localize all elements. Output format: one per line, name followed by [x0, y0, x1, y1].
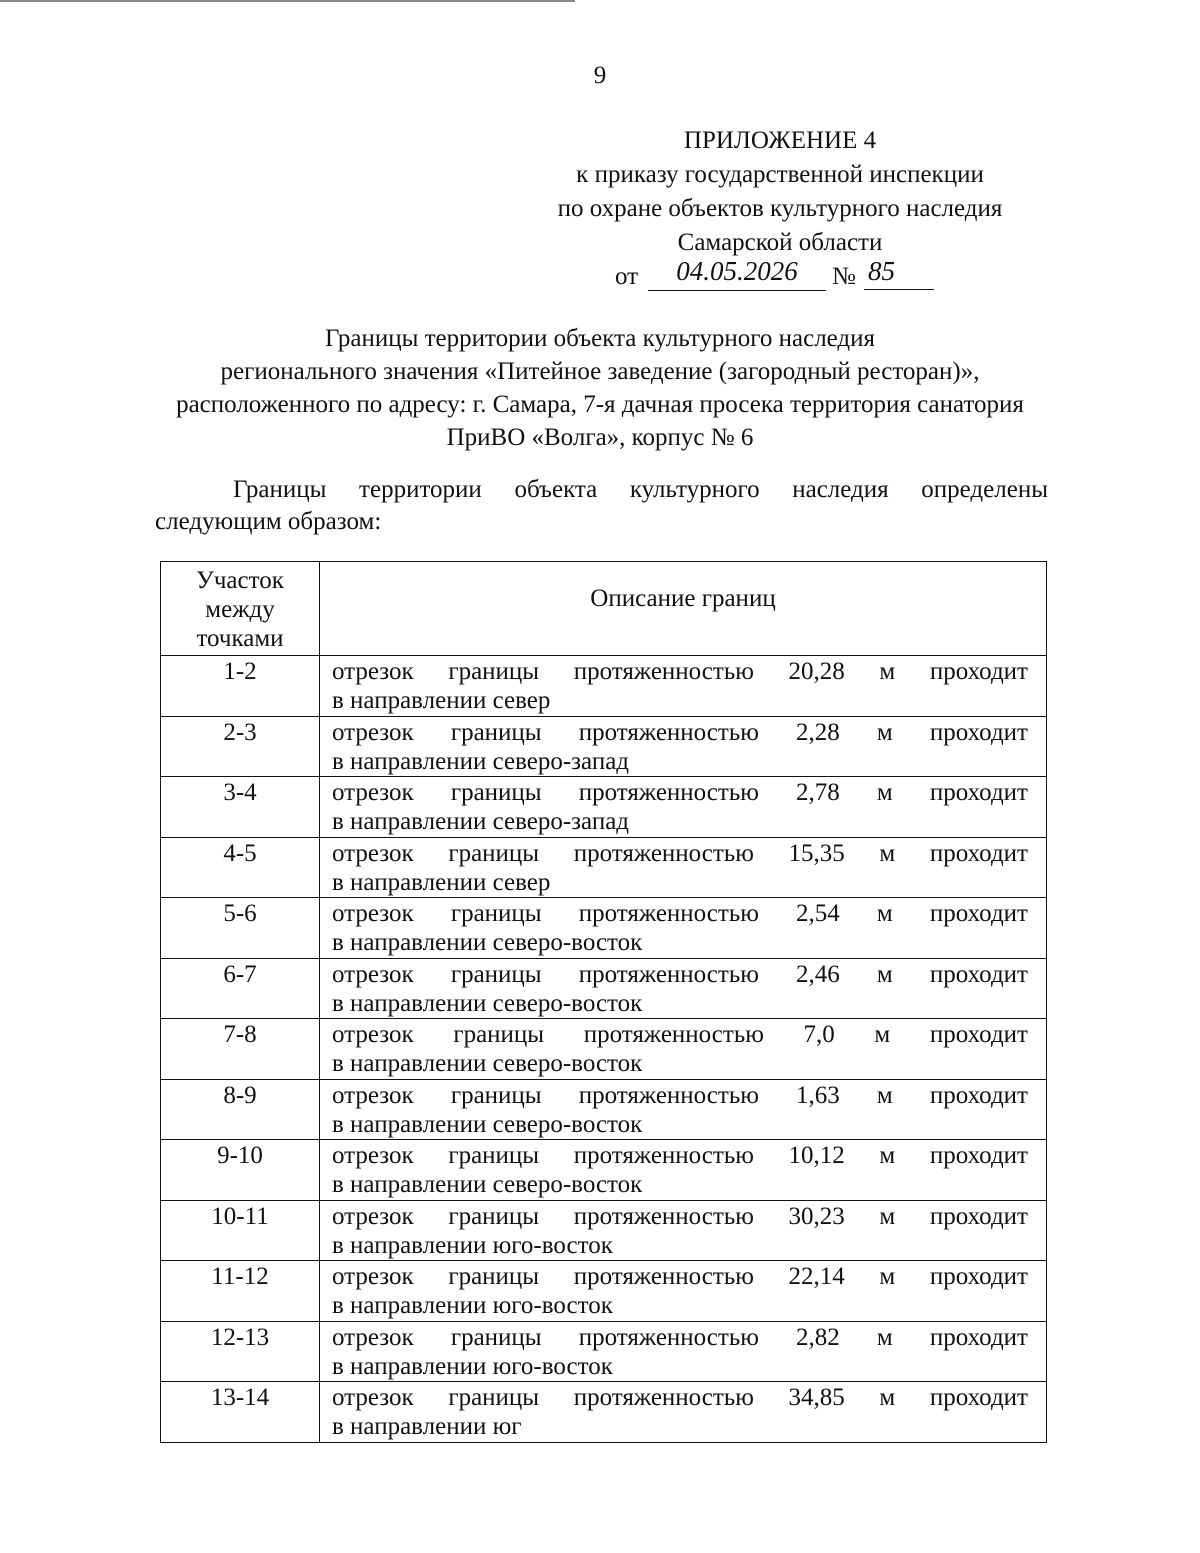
desc-word: проходит — [929, 779, 1028, 806]
title-line: Границы территории объекта культурного наследия — [324, 325, 876, 352]
document-title — [120, 322, 1080, 454]
scan-edge-line — [0, 0, 575, 2]
length-value: 2,82 — [796, 1323, 840, 1351]
intro-line: Границы территории объекта культурного наследия определены — [233, 476, 1048, 503]
desc-word: границы — [450, 960, 542, 988]
table-row — [161, 837, 1047, 898]
length-value: 10,12 — [788, 1142, 845, 1169]
length-value: 20,28 — [788, 658, 845, 685]
description-line — [332, 960, 1028, 989]
segment-cell: 12-13 — [161, 1321, 320, 1382]
desc-word: границы — [450, 1323, 542, 1351]
desc-word: протяженностью — [578, 900, 759, 927]
table-row — [161, 898, 1047, 959]
page-number: 9 — [593, 62, 607, 89]
unit: м — [876, 1081, 893, 1109]
table-row — [161, 777, 1047, 838]
unit: м — [879, 1263, 896, 1290]
title-line: ПриВО «Волга», корпус № 6 — [446, 424, 754, 451]
description-line — [332, 1020, 1028, 1049]
description-line — [332, 1383, 1028, 1412]
description-cell — [320, 1140, 1047, 1201]
desc-word: протяженностью — [573, 658, 754, 685]
desc-word: протяженностью — [573, 839, 754, 867]
description-cell — [320, 1200, 1047, 1261]
table-row — [161, 1200, 1047, 1261]
table-row — [161, 1382, 1047, 1443]
desc-word: границы — [448, 1202, 540, 1230]
boundaries-table — [160, 561, 1047, 1443]
desc-word: границы — [450, 1081, 542, 1109]
direction-text: в направлении северо-восток — [332, 1050, 643, 1077]
desc-word: проходит — [929, 960, 1028, 988]
unit: м — [876, 900, 893, 927]
header-segment-line: Участок — [196, 567, 284, 594]
length-value: 2,46 — [796, 960, 840, 988]
desc-word: отрезок — [332, 1202, 414, 1230]
desc-word: отрезок — [332, 1384, 414, 1411]
segment-cell: 7-8 — [161, 1019, 320, 1080]
unit: м — [879, 1202, 896, 1230]
table-row — [161, 1079, 1047, 1140]
length-value: 15,35 — [788, 839, 845, 867]
number-prefix: № — [832, 263, 856, 290]
desc-word: протяженностью — [583, 1021, 764, 1048]
table-header-row — [161, 562, 1047, 656]
segment-cell: 11-12 — [161, 1261, 320, 1322]
desc-word: протяженностью — [578, 779, 759, 806]
desc-word: протяженностью — [578, 718, 759, 746]
desc-word: протяженностью — [578, 960, 759, 988]
unit: м — [879, 1384, 896, 1411]
table-row — [161, 958, 1047, 1019]
date-prefix: от — [615, 263, 639, 290]
direction-text: в направлении север — [332, 687, 551, 714]
direction-text: в направлении северо-запад — [332, 808, 630, 835]
desc-word: отрезок — [332, 1142, 414, 1169]
desc-word: границы — [448, 1263, 540, 1290]
segment-cell: 5-6 — [161, 898, 320, 959]
direction-text: в направлении северо-восток — [332, 929, 643, 956]
segment-cell: 13-14 — [161, 1382, 320, 1443]
segment-cell: 6-7 — [161, 958, 320, 1019]
length-value: 1,63 — [796, 1081, 840, 1109]
appendix-block — [520, 124, 1040, 294]
direction-text: в направлении юго-восток — [332, 1231, 613, 1259]
order-date-line — [520, 256, 1040, 294]
description-cell — [320, 777, 1047, 838]
length-value: 2,54 — [796, 900, 840, 927]
desc-word: отрезок — [332, 718, 414, 746]
direction-text: в направлении юго-восток — [332, 1292, 613, 1319]
desc-word: границы — [450, 718, 542, 746]
table-row — [161, 1019, 1047, 1080]
desc-word: границы — [448, 1384, 540, 1411]
description-cell — [320, 1261, 1047, 1322]
table-body — [161, 656, 1047, 1443]
direction-text: в направлении северо-восток — [332, 1110, 643, 1138]
desc-word: протяженностью — [578, 1081, 759, 1109]
segment-cell: 9-10 — [161, 1140, 320, 1201]
description-line — [332, 839, 1028, 868]
header-segment-line: точками — [196, 625, 284, 652]
description-cell — [320, 1321, 1047, 1382]
desc-word: проходит — [929, 658, 1028, 685]
length-value: 22,14 — [788, 1263, 845, 1290]
desc-word: проходит — [929, 1323, 1028, 1351]
desc-word: границы — [448, 658, 540, 685]
segment-cell: 3-4 — [161, 777, 320, 838]
segment-cell: 2-3 — [161, 716, 320, 777]
desc-word: проходит — [929, 1384, 1028, 1411]
title-line: расположенного по адресу: г. Самара, 7-я дачная просека территория санатория — [176, 391, 1024, 418]
unit: м — [876, 779, 893, 806]
desc-word: отрезок — [332, 900, 414, 927]
description-line — [332, 1262, 1028, 1291]
desc-word: отрезок — [332, 1081, 414, 1109]
description-cell — [320, 656, 1047, 717]
desc-word: границы — [453, 1021, 545, 1048]
description-cell — [320, 958, 1047, 1019]
direction-text: в направлении юг — [332, 1413, 522, 1440]
direction-text: в направлении юго-восток — [332, 1352, 613, 1380]
table-row — [161, 1321, 1047, 1382]
title-line: регионального значения «Питейное заведение (загородный ресторан)», — [220, 358, 980, 385]
desc-word: проходит — [929, 1021, 1028, 1048]
description-line — [332, 1081, 1028, 1110]
appendix-line: по охране объектов культурного наследия — [557, 195, 1003, 222]
direction-text: в направлении северо-запад — [332, 747, 630, 775]
unit: м — [879, 1142, 896, 1169]
description-cell — [320, 898, 1047, 959]
desc-word: протяженностью — [573, 1142, 754, 1169]
length-value: 7,0 — [803, 1021, 835, 1048]
table-row — [161, 656, 1047, 717]
desc-word: отрезок — [332, 1021, 414, 1048]
desc-word: отрезок — [332, 960, 414, 988]
segment-cell: 4-5 — [161, 837, 320, 898]
description-line — [332, 718, 1028, 747]
order-date: 04.05.2026 — [648, 254, 826, 291]
header-description: Описание границ — [320, 562, 1047, 656]
unit: м — [876, 718, 893, 746]
desc-word: протяженностью — [578, 1323, 759, 1351]
desc-word: проходит — [929, 718, 1028, 746]
desc-word: границы — [450, 779, 542, 806]
order-number: 85 — [864, 254, 934, 290]
desc-word: отрезок — [332, 658, 414, 685]
length-value: 2,28 — [796, 718, 840, 746]
segment-cell: 8-9 — [161, 1079, 320, 1140]
description-cell — [320, 837, 1047, 898]
unit: м — [876, 960, 893, 988]
desc-word: границы — [448, 839, 540, 867]
unit: м — [874, 1021, 891, 1048]
desc-word: проходит — [929, 1142, 1028, 1169]
intro-paragraph — [155, 474, 1048, 538]
header-segment-line: между — [205, 596, 275, 623]
description-line — [332, 1141, 1028, 1170]
length-value: 30,23 — [788, 1202, 845, 1230]
appendix-heading: ПРИЛОЖЕНИЕ 4 — [683, 127, 877, 154]
segment-cell: 1-2 — [161, 656, 320, 717]
description-cell — [320, 1382, 1047, 1443]
unit: м — [876, 1323, 893, 1351]
desc-word: протяженностью — [573, 1263, 754, 1290]
desc-word: границы — [448, 1142, 540, 1169]
desc-word: проходит — [929, 1081, 1028, 1109]
intro-line: следующим образом: — [155, 508, 382, 535]
direction-text: в направлении северо-восток — [332, 1171, 643, 1198]
desc-word: проходит — [929, 1263, 1028, 1290]
length-value: 34,85 — [788, 1384, 845, 1411]
segment-cell: 10-11 — [161, 1200, 320, 1261]
desc-word: отрезок — [332, 1263, 414, 1290]
table-row — [161, 1140, 1047, 1201]
desc-word: отрезок — [332, 779, 414, 806]
desc-word: отрезок — [332, 1323, 414, 1351]
desc-word: проходит — [929, 900, 1028, 927]
table-row — [161, 1261, 1047, 1322]
description-line — [332, 1202, 1028, 1231]
appendix-line: к приказу государственной инспекции — [576, 161, 984, 188]
description-line — [332, 778, 1028, 807]
description-cell — [320, 1079, 1047, 1140]
desc-word: протяженностью — [573, 1202, 754, 1230]
desc-word: протяженностью — [573, 1384, 754, 1411]
length-value: 2,78 — [796, 779, 840, 806]
direction-text: в направлении север — [332, 868, 551, 896]
table-row — [161, 716, 1047, 777]
description-line — [332, 899, 1028, 928]
description-cell — [320, 1019, 1047, 1080]
desc-word: отрезок — [332, 839, 414, 867]
header-segment — [161, 562, 320, 656]
desc-word: проходит — [929, 839, 1028, 867]
unit: м — [879, 839, 896, 867]
direction-text: в направлении северо-восток — [332, 989, 643, 1017]
unit: м — [879, 658, 896, 685]
desc-word: границы — [450, 900, 542, 927]
desc-word: проходит — [929, 1202, 1028, 1230]
description-cell — [320, 716, 1047, 777]
description-line — [332, 657, 1028, 686]
appendix-line: Самарской области — [677, 229, 883, 256]
description-line — [332, 1323, 1028, 1352]
